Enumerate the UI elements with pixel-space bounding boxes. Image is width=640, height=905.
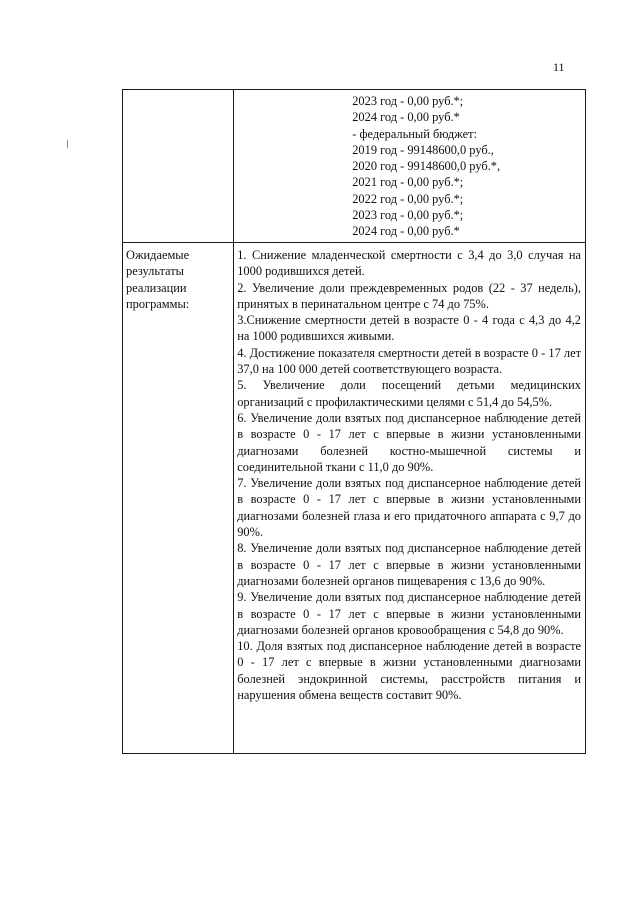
budget-line: 2019 год - 99148600,0 руб., xyxy=(352,142,494,157)
result-item: 3.Снижение смертности детей в возрасте 0 - 4 года с 4,3 до 4,2 на 1000 родившихся живыми. xyxy=(237,313,581,344)
budget-line: - федеральный бюджет: xyxy=(352,126,477,141)
budget-line: 2023 год - 0,00 руб.*; xyxy=(352,94,464,108)
budget-line: 2024 год - 0,00 руб.* xyxy=(352,110,460,125)
result-item: 5. Увеличение доли посещений детьми медицинских организаций с профилактическими целями с 51,4 до 54,5%. xyxy=(237,378,581,409)
result-item: 10. Доля взятых под диспансерное наблюдение детей в возрасте 0 - 17 лет с впервые в жизни установленными диагнозами болезней эндокринной системы, расстройств питания и нарушения обмена веществ составит 90%. xyxy=(237,639,581,703)
budget-line: 2021 год - 0,00 руб.*; xyxy=(352,175,464,190)
result-item: 9. Увеличение доли взятых под диспансерное наблюдение детей в возрасте 0 - 17 лет с впервые в жизни установленными диагнозами болезней органов кровообращения с 54,8 до 90%. xyxy=(237,590,581,637)
scan-mark xyxy=(67,140,68,148)
budget-row xyxy=(123,90,586,243)
result-item: 6. Увеличение доли взятых под диспансерное наблюдение детей в возрасте 0 - 17 лет с впервые в жизни установленными диагнозами болезней костно-мышечной системы и соединительной ткани с 11,0 до 90%. xyxy=(237,410,581,474)
budget-line: 2023 год - 0,00 руб.*; xyxy=(352,208,464,223)
page-number: 11 xyxy=(553,60,565,74)
budget-line: 2024 год - 0,00 руб.* xyxy=(352,224,460,239)
result-item: 8. Увеличение доли взятых под диспансерное наблюдение детей в возрасте 0 - 17 лет с впервые в жизни установленными диагнозами болезней органов пищеварения с 13,6 до 90%. xyxy=(237,541,581,588)
results-cell xyxy=(234,243,586,754)
result-item: 1. Снижение младенческой смертности с 3,4 до 3,0 случая на 1000 родившихся детей. xyxy=(237,248,581,279)
result-item: 7. Увеличение доли взятых под диспансерное наблюдение детей в возрасте 0 - 17 лет с впервые в жизни установленными диагнозами болезней глаза и его придаточного аппарата с 9,7 до 90%. xyxy=(237,476,581,540)
budget-line: 2020 год - 99148600,0 руб.*, xyxy=(352,159,501,174)
result-item: 2. Увеличение доли преждевременных родов (22 - 37 недель), принятых в перинатальном центре с 74 до 75%. xyxy=(237,280,581,311)
result-item: 4. Достижение показателя смертности детей в возрасте 0 - 17 лет 37,0 на 100 000 детей соответствующего возраста. xyxy=(237,345,581,377)
results-row xyxy=(123,243,586,754)
budget-line: 2022 год - 0,00 руб.*; xyxy=(352,191,464,206)
results-label: Ожидаемые результаты реализации программы: xyxy=(123,243,234,754)
program-passport-table xyxy=(122,89,586,754)
budget-label-cell xyxy=(123,90,234,243)
budget-cell xyxy=(234,90,586,243)
